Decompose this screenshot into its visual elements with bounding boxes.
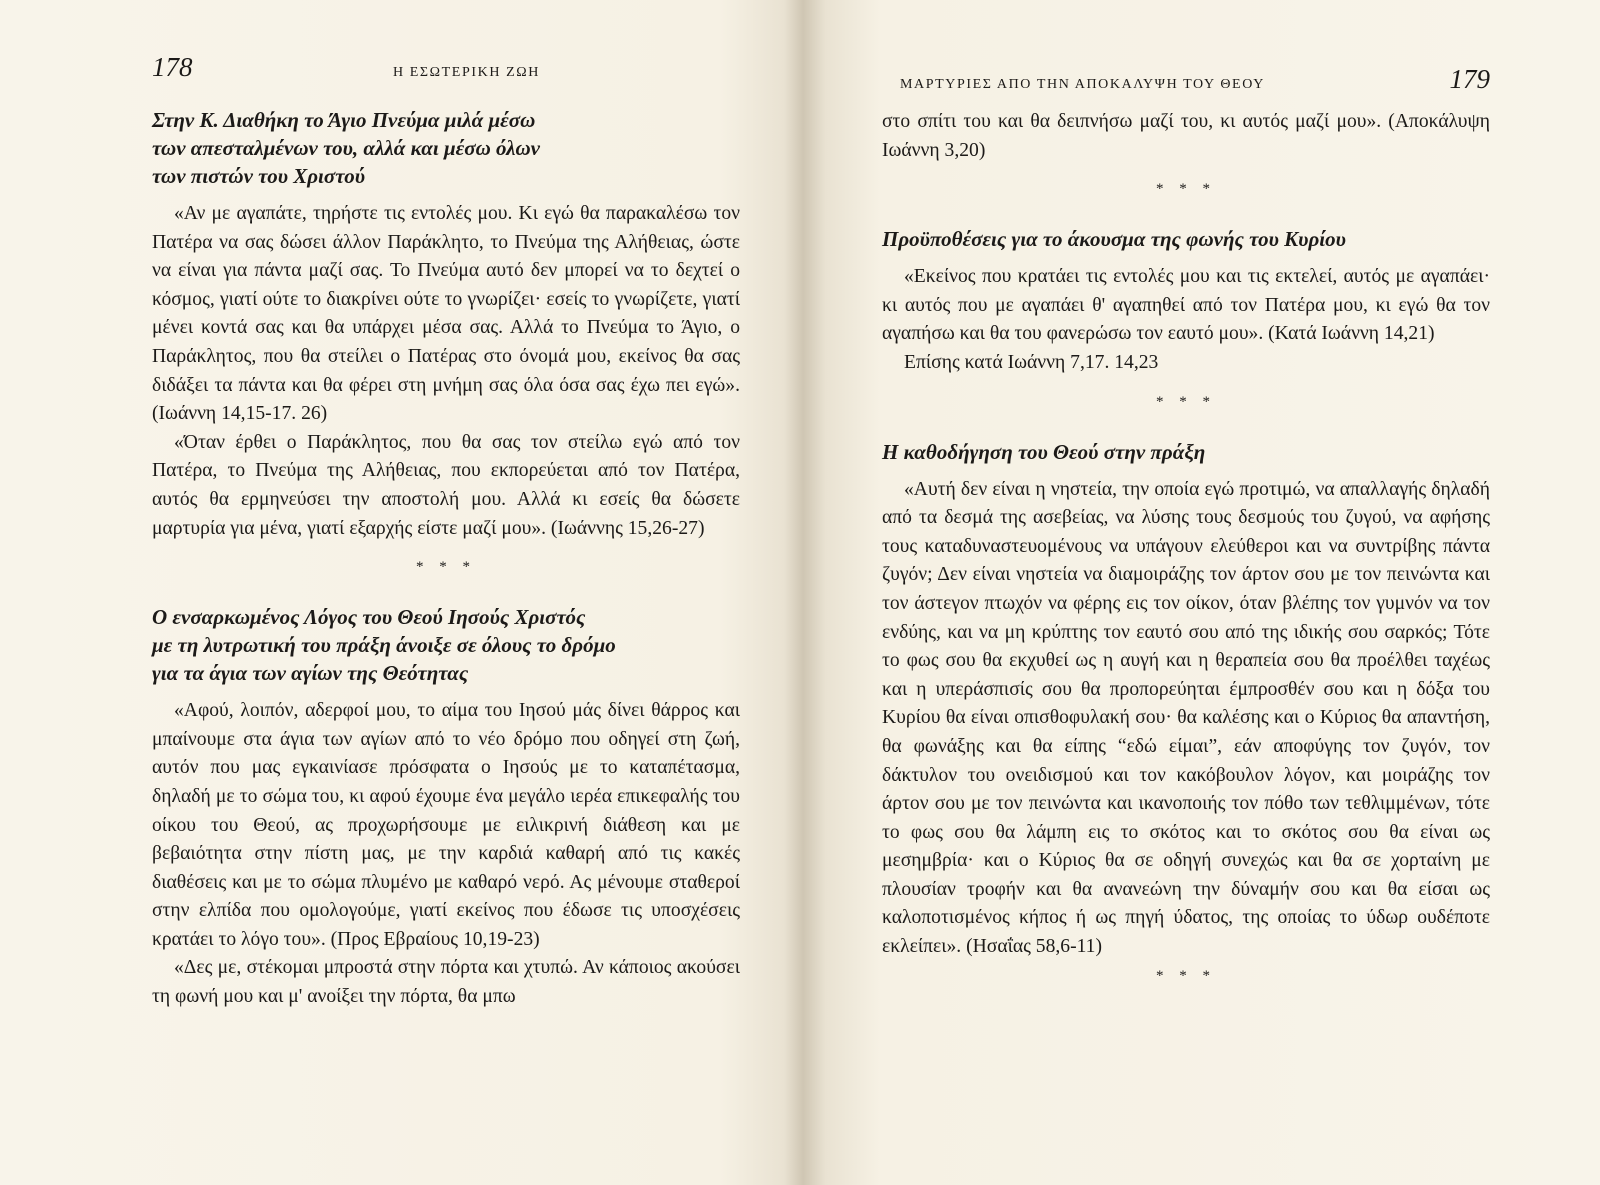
page-number: 179	[1449, 64, 1490, 94]
paragraph: «Αυτή δεν είναι η νηστεία, την οποία εγώ προτιμώ, να απαλλαγής δηλαδή από τα δεσμά της ασεβείας, να λύσης τους δεσμούς του ζυγού, να αφήσης τους καταδυναστευομένους να υπάγουν ελεύθεροι και να συντρίβης πάντα ζυγόν; Δεν είναι νηστεία να διαμοιράζης τον άρτον σου με τον πεινώντα και τον άστεγον πτωχόν να φέρης εις τον οίκον, όταν βλέπης τον γυμνόν να τον ενδύης, και να μη κρύπτης τον εαυτό σου από της ιδικής σου σαρκός; Τότε το φως σου θα εκχυθεί ως η αυγή και η θεραπεία σου θα προέλθει ταχέως και η υπεράσπισίς σου θα προπορεύηται έμπροσθέν σου και η δόξα του Κυρίου θα είναι οπισθοφυλακή σου· θα καλέσης και ο Κύριος θα απαντήση, θα φωνάξης και θα είπης “εδώ είμαι”, εάν αποφύγης τον ζυγόν, τον δάκτυλον του ονειδισμού και τον κακόβουλον λόγον, και μοιράζης τον άρτον σου με τον πεινώντα και ικανοποιής τον πόθο των τεθλιμμένων, τότε το φως σου θα λάμπη εις το σκότος και το σκότος σου θα είναι ως μεσημβρία· και ο Κύριος θα σε οδηγή συνεχώς και θα σε χορταίνη με πλουσίαν τροφήν και θα ανανεώνη την δύναμήν σου και θα είσαι ως καλοποτισμένος κήπος ή ως πηγή ύδατος, της οποίας το ύδωρ ουδέποτε εκλείπει». (Ησαΐας 58,6-11)	[882, 478, 1490, 958]
heading-line: των απεσταλμένων του, αλλά και μέσω όλων	[152, 136, 540, 160]
running-head-title: ΜΑΡΤΥΡΙΕΣ ΑΠΟ ΤΗΝ ΑΠΟΚΑΛΥΨΗ ΤΟΥ ΘΕΟΥ	[900, 77, 1265, 92]
heading-line: με τη λυτρωτική του πράξη άνοιξε σε όλους το δρόμο	[152, 633, 616, 658]
paragraph: στο σπίτι του και θα δειπνήσω μαζί του, κι αυτός μαζί μου». (Αποκάλυψη Ιωάννη 3,20)	[882, 111, 1490, 161]
running-head-title: Η ΕΣΩΤΕΡΙΚΗ ΖΩΗ	[392, 65, 540, 80]
heading-line: Ο ενσαρκωμένος Λόγος του Θεού Ιησούς Χριστός	[152, 605, 586, 630]
paragraph: «Αν με αγαπάτε, τηρήστε τις εντολές μου. Κι εγώ θα παρακαλέσω τον Πατέρα να σας δώσει άλλον Παράκλητο, το Πνεύμα της Αλήθειας, ώστε να είναι για πάντα μαζί σας. Το Πνεύμα αυτό δεν μπορεί να το δεχτεί ο κόσμος, γιατί ούτε το διακρίνει ούτε το γνωρίζει· εσείς το γνωρίζετε, γιατί μένει κοντά σας και θα υπάρχει μέσα σας. Αλλά το Πνεύμα το Άγιο, ο Παράκλητος, που θα στείλει ο Πατέρας στο όνομά μου, εκείνος θα σας διδάξει τα πάντα και θα φέρει στη μνήμη σας όλα όσα σας έχω πει εγώ». (Ιωάννη 14,15-17. 26)	[152, 203, 740, 425]
running-head-right	[882, 64, 1490, 108]
section-heading: Προϋποθέσεις για το άκουσμα της φωνής του Κυρίου	[882, 227, 1346, 252]
running-head-left	[152, 52, 740, 96]
paragraph: «Δες με, στέκομαι μπροστά στην πόρτα και χτυπώ. Αν κάποιος ακούσει τη φωνή μου και μ' ανοίξει την πόρτα, θα μπω	[152, 957, 740, 1008]
section-separator: * * *	[1156, 393, 1216, 410]
paragraph: Επίσης κατά Ιωάννη 7,17. 14,23	[904, 351, 1159, 373]
section-heading	[152, 106, 740, 190]
right-page	[810, 0, 1600, 1185]
heading-line: Στην Κ. Διαθήκη το Άγιο Πνεύμα μιλά μέσω	[152, 108, 536, 132]
section-separator: * * *	[1156, 967, 1216, 984]
heading-line: για τα άγια των αγίων της Θεότητας	[152, 661, 469, 686]
section-separator: * * *	[1156, 181, 1216, 198]
paragraph: «Εκείνος που κρατάει τις εντολές μου και τις εκτελεί, αυτός με αγαπάει· κι αυτός που με αγαπάει θ' αγαπηθεί από τον Πατέρα μου, κι εγώ θα τον αγαπήσω και θα του φανερώσω τον εαυτό μου». (Κατά Ιωάννη 14,21)	[882, 266, 1490, 345]
section-separator: * * *	[416, 559, 476, 576]
section-heading: Η καθοδήγηση του Θεού στην πράξη	[882, 439, 1206, 464]
paragraph: «Αφού, λοιπόν, αδερφοί μου, το αίμα του Ιησού μάς δίνει θάρρος και μπαίνουμε στα άγια των αγίων από το νέο δρόμο που οδηγεί στη ζωή, αυτόν που μας εγκαινίασε πρόσφατα ο Ιησούς με το καταπέτασμα, δηλαδή με το σώμα του, κι αφού έχουμε ένα μεγάλο ιερέα επικεφαλής του οίκου του Θεού, ας προχωρήσουμε με ειλικρινή διάθεση και με βεβαιότητα στην πίστη μας, με την καρδιά καθαρή από τις κακές διαθέσεις και με το σώμα πλυμένο με καθαρό νερό. Ας μένουμε σταθεροί στην ελπίδα που ομολογούμε, γιατί εκείνος που έδωσε τις υποσχέσεις κρατάει το λόγο του». (Προς Εβραίους 10,19-23)	[152, 700, 740, 950]
section-heading	[152, 603, 740, 687]
heading-line: των πιστών του Χριστού	[152, 164, 366, 188]
page-number: 178	[152, 52, 193, 82]
paragraph: «Όταν έρθει ο Παράκλητος, που θα σας τον στείλω εγώ από τον Πατέρα, το Πνεύμα της Αλήθειας, που εκπορεύεται από τον Πατέρα, αυτός θα ερμηνεύσει την αποστολή μου. Αλλά κι εσείς θα δώσετε μαρτυρία για μένα, γιατί εξαρχής είστε μαζί μου». (Ιωάννης 15,26-27)	[152, 431, 740, 539]
